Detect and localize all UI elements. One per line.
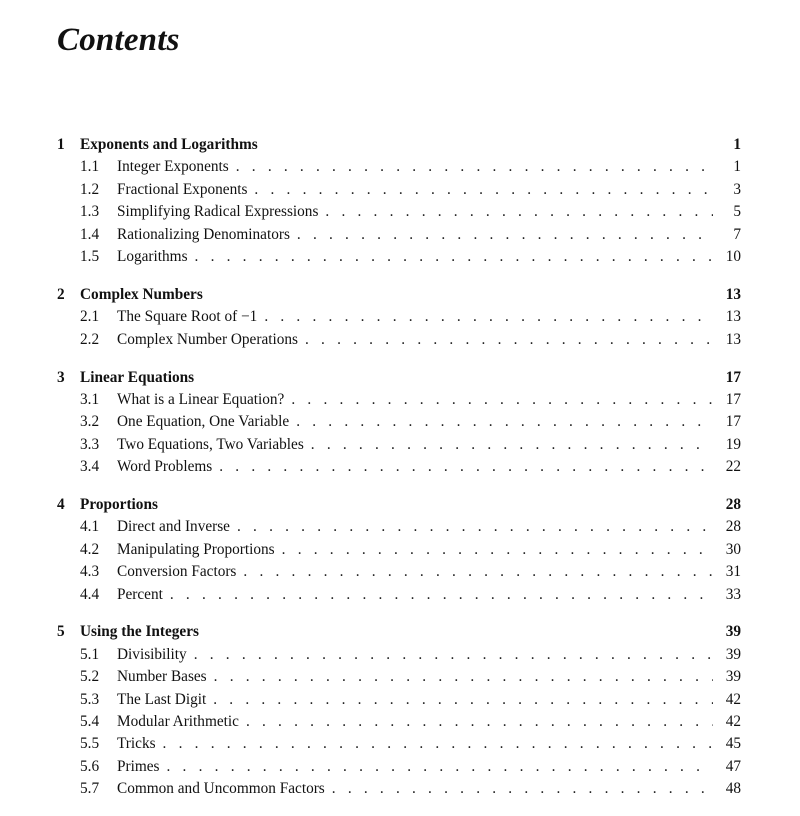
chapter-title: Proportions [80,495,158,513]
chapter-number: 1 [57,136,65,153]
dot-leader [332,778,713,800]
section-page-number: 13 [725,308,741,326]
chapter-title: Using the Integers [80,623,199,641]
chapter-number: 4 [57,495,65,513]
toc-section-entry[interactable] [57,711,741,733]
dot-leader [195,246,713,268]
section-number: 2.2 [80,330,100,348]
section-number: 4.4 [80,585,100,603]
toc-section-entry[interactable] [57,689,741,711]
section-page-number: 17 [725,390,741,408]
dot-leader [246,711,713,733]
section-page-number: 39 [725,668,741,686]
section-title: Integer Exponents [117,158,229,176]
toc-section-entry[interactable] [57,584,741,606]
chapter-number: 3 [57,368,65,386]
section-page-number: 3 [733,180,741,198]
chapter-page-number: 17 [725,368,741,386]
section-title: Manipulating Proportions [117,540,275,558]
chapter-page-number: 13 [725,285,741,303]
section-number: 5.7 [80,780,100,798]
toc-section-entry[interactable] [57,246,741,268]
section-title: What is a Linear Equation? [117,390,285,408]
chapter-title: Linear Equations [80,368,195,386]
section-title: Complex Number Operations [117,330,298,348]
section-page-number: 5 [733,203,741,221]
toc-section-entry[interactable] [57,778,741,800]
dot-leader [325,201,713,223]
toc-section-entry[interactable] [57,224,741,246]
toc-section-entry[interactable] [57,539,741,561]
section-page-number: 19 [725,435,741,453]
section-number: 1.2 [80,180,100,198]
toc-section-entry[interactable] [57,516,741,538]
section-number: 4.2 [80,540,100,558]
section-number: 1.1 [80,158,100,176]
section-title: Fractional Exponents [117,180,248,198]
section-title: Direct and Inverse [117,518,230,536]
section-title: Number Bases [117,668,207,686]
dot-leader [167,756,714,778]
dot-leader [214,666,713,688]
section-title: Conversion Factors [117,563,237,581]
section-page-number: 42 [725,712,741,730]
toc-chapter-entry[interactable] [57,134,741,156]
toc-chapter-entry[interactable] [57,494,741,516]
section-number: 5.2 [80,668,100,686]
section-number: 5.6 [80,757,100,775]
toc-section-entry[interactable] [57,733,741,755]
section-title: Common and Uncommon Factors [117,780,325,798]
dot-leader [296,411,713,433]
toc-chapter [57,621,741,800]
dot-leader [264,306,713,328]
section-number: 2.1 [80,308,100,326]
section-page-number: 17 [725,413,741,431]
section-title: Modular Arithmetic [117,712,239,730]
dot-leader [219,456,713,478]
dot-leader [311,434,713,456]
toc-section-entry[interactable] [57,644,741,666]
dot-leader [305,329,713,351]
section-number: 3.2 [80,413,100,431]
toc-section-entry[interactable] [57,666,741,688]
section-title: Rationalizing Denominators [117,225,290,243]
section-number: 5.1 [80,645,100,663]
dot-leader [254,179,713,201]
page-title: Contents [57,22,180,58]
dot-leader [291,389,713,411]
dot-leader [163,733,713,755]
section-page-number: 33 [725,585,741,603]
chapter-title: Complex Numbers [80,285,203,303]
section-title: The Square Root of −1 [117,308,258,326]
section-page-number: 22 [725,458,741,476]
section-page-number: 13 [725,330,741,348]
toc-chapter-entry[interactable] [57,621,741,643]
section-number: 3.1 [80,390,100,408]
toc-chapter-entry[interactable] [57,367,741,389]
section-title: Simplifying Radical Expressions [117,203,319,221]
section-page-number: 47 [725,757,741,775]
dot-leader [243,561,713,583]
section-page-number: 1 [733,158,741,176]
section-number: 5.3 [80,690,100,708]
dot-leader [282,539,713,561]
dot-leader [236,156,713,178]
section-title: One Equation, One Variable [117,413,290,431]
section-title: Divisibility [117,645,187,663]
section-number: 5.4 [80,712,100,730]
toc-section-entry[interactable] [57,389,741,411]
toc-chapter [57,284,741,351]
chapter-title: Exponents and Logarithms [80,136,258,153]
toc-chapter [57,134,741,268]
section-title: The Last Digit [117,690,207,708]
section-number: 4.3 [80,563,100,581]
section-number: 1.5 [80,247,100,265]
section-page-number: 42 [725,690,741,708]
section-title: Word Problems [117,458,213,476]
chapter-number: 2 [57,285,65,303]
section-page-number: 39 [725,645,741,663]
chapter-page-number: 1 [733,136,741,153]
section-number: 4.1 [80,518,100,536]
section-page-number: 31 [725,563,741,581]
section-page-number: 48 [725,780,741,798]
toc-section-entry[interactable] [57,411,741,433]
section-number: 5.5 [80,735,100,753]
toc-section-entry[interactable] [57,561,741,583]
section-page-number: 30 [725,540,741,558]
section-title: Two Equations, Two Variables [117,435,304,453]
toc-section-entry[interactable] [57,756,741,778]
section-number: 3.4 [80,458,100,476]
dot-leader [194,644,713,666]
dot-leader [170,584,713,606]
section-title: Logarithms [117,247,188,265]
chapter-page-number: 39 [725,623,741,641]
section-number: 3.3 [80,435,100,453]
section-number: 1.3 [80,203,100,221]
toc-section-entry[interactable] [57,306,741,328]
toc-chapter [57,367,741,479]
toc-chapter [57,494,741,606]
section-page-number: 10 [725,247,741,265]
chapter-number: 5 [57,623,65,641]
section-number: 1.4 [80,225,100,243]
section-page-number: 45 [725,735,741,753]
toc-section-entry[interactable] [57,329,741,351]
dot-leader [237,516,713,538]
section-title: Tricks [117,735,156,753]
toc-section-entry[interactable] [57,179,741,201]
toc-section-entry[interactable] [57,456,741,478]
toc-section-entry[interactable] [57,201,741,223]
toc-section-entry[interactable] [57,156,741,178]
dot-leader [297,224,713,246]
chapter-page-number: 28 [725,495,741,513]
table-of-contents [57,134,741,816]
toc-section-entry[interactable] [57,434,741,456]
section-page-number: 7 [733,225,741,243]
dot-leader [213,689,713,711]
section-title: Primes [117,757,160,775]
section-title: Percent [117,585,163,603]
section-page-number: 28 [725,518,741,536]
toc-chapter-entry[interactable] [57,284,741,306]
